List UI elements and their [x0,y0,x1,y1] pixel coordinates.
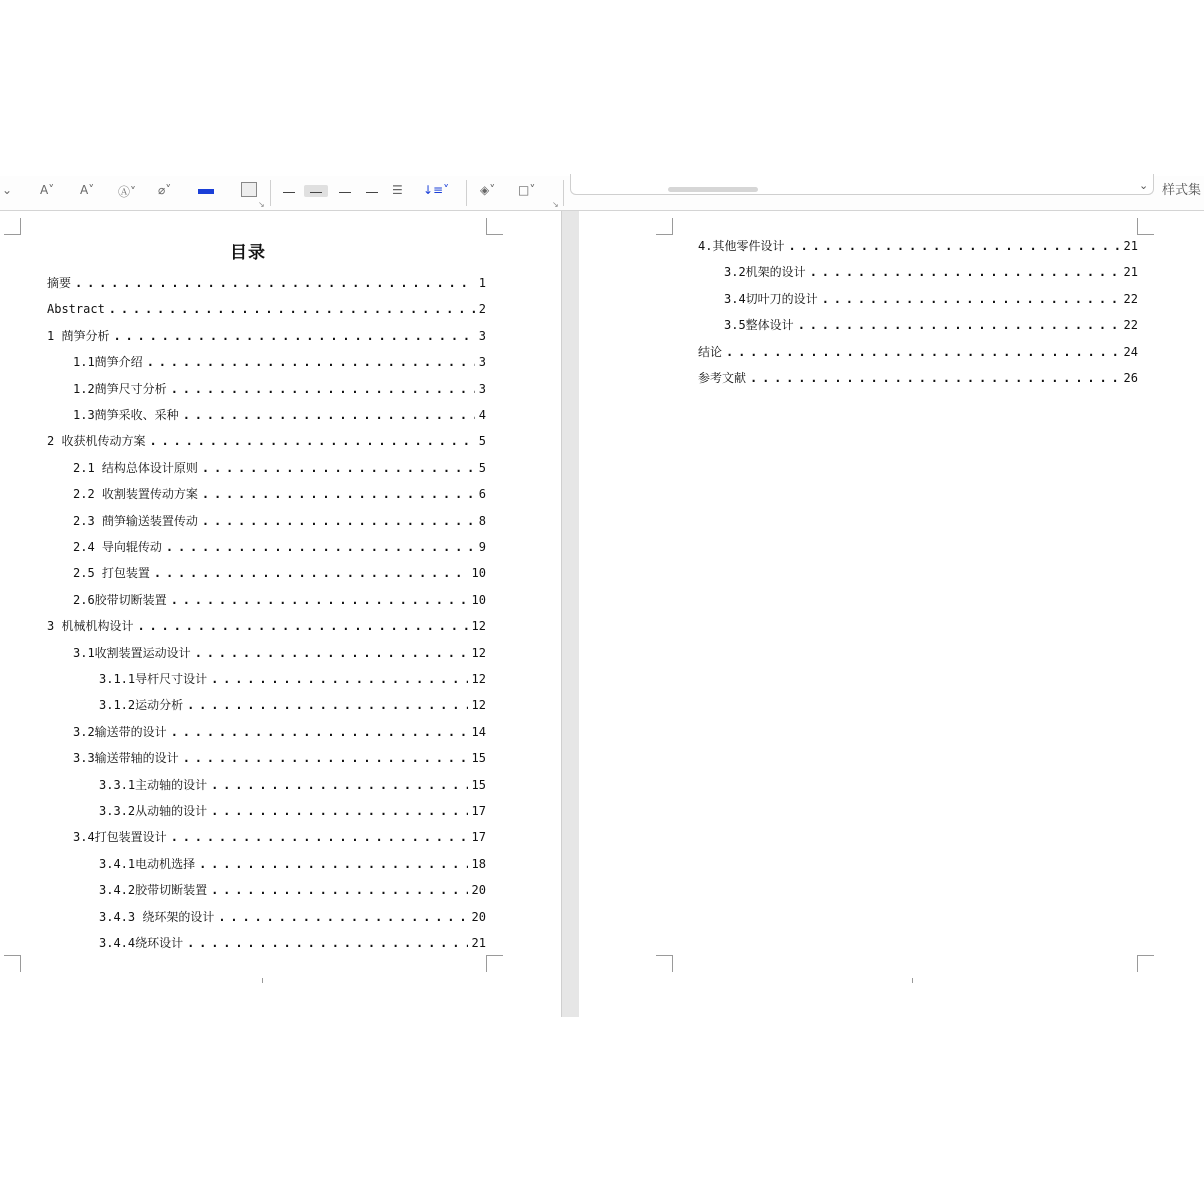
footer-marker [912,978,913,983]
toc-entry-page: 17 [471,804,486,818]
toc-entry[interactable] [698,370,1138,386]
toc-entry[interactable] [724,291,1138,307]
toc-entry[interactable] [47,328,486,344]
toc-entry-label: 摘要 [47,276,72,290]
toc-entry-page: 15 [471,751,486,766]
toc-leader-dots [75,275,475,291]
toc-entry[interactable] [724,317,1138,333]
toc-entry-label: 1.2蔄笋尺寸分析 [73,381,167,396]
toc-entry[interactable] [99,909,486,925]
toc-entry[interactable] [73,354,486,370]
margin-mark [4,955,21,972]
toc-entry-label: Abstract [47,302,105,317]
toc-entry-page: 12 [471,619,486,634]
toc-entry-page: 21 [1123,239,1138,253]
toc-leader-dots [183,407,475,423]
toc-entry-label: 3.3.2从动轴的设计 [99,804,208,818]
toc-entry[interactable] [99,935,486,951]
toc-entry[interactable] [73,645,486,661]
toc-entry-page: 17 [471,830,486,845]
toc-entry[interactable] [698,344,1138,360]
toc-entry[interactable] [698,238,1138,254]
toc-entry-page: 10 [471,592,486,607]
toc-entry-page: 12 [471,645,486,660]
shading-icon[interactable]: ◈˅ [480,183,496,197]
toc-entry-label: 3.3输送带轴的设计 [73,751,179,766]
font-size-increase-icon[interactable]: A˅ [40,183,55,197]
toc-entry[interactable] [73,592,486,608]
toc-entry-label: 3.2机架的设计 [724,265,806,280]
toc-entry-page: 21 [1123,265,1138,280]
toc-entry-label: 2.4 导向辊传动 [73,540,162,554]
toc-entry[interactable] [73,407,486,423]
toc-entry-label: 3.4.4绕环设计 [99,936,184,950]
toc-entry-page: 9 [478,540,486,554]
toc-entry[interactable] [73,750,486,766]
toc-entry-page: 20 [471,909,486,924]
toc-leader-dots [822,291,1120,307]
toc-entry-page: 8 [478,513,486,528]
toc-entry-label: 3 机械机构设计 [47,619,134,634]
line-spacing-icon[interactable]: ↓≡˅ [423,183,450,197]
align-left-icon[interactable] [283,192,295,193]
margin-mark [1137,955,1154,972]
toc-entry[interactable] [47,301,486,317]
toc-leader-dots [171,381,475,397]
toc-leader-dots [726,344,1120,360]
toc-leader-dots [211,671,467,687]
toc-entry-label: 3.1收割装置运动设计 [73,645,191,660]
toc-leader-dots [113,328,474,344]
toc-entry-page: 3 [478,355,486,370]
toc-entry[interactable] [73,513,486,529]
style-set-button[interactable]: 样式集 [1162,183,1202,198]
font-size-decrease-icon[interactable]: A˅ [80,183,95,197]
toc-leader-dots [202,460,475,476]
toc-entry-page: 1 [478,276,486,290]
toc-entry-page: 24 [1123,344,1138,359]
toc-entry-label: 1.1蔄笋介绍 [73,355,143,370]
margin-mark [1137,218,1154,235]
toc-leader-dots [149,433,474,449]
toc-leader-dots [218,909,467,925]
toc-entry-label: 3.4切叶刀的设计 [724,291,818,306]
toc-entry-label: 2.3 蔄笋输送装置传动 [73,513,198,528]
toc-leader-dots [211,882,467,898]
margin-mark [486,218,503,235]
toc-entry-page: 4 [478,408,486,422]
toc-entry-page: 18 [471,856,486,871]
toc-entry[interactable] [99,803,486,819]
toc-entry-page: 3 [478,328,486,343]
toc-entry-label: 4.其他零件设计 [698,239,785,253]
toc-leader-dots [750,370,1120,386]
font-dialog-launcher-icon[interactable]: ↘ [258,200,265,209]
toc-entry-page: 22 [1123,291,1138,306]
toc-entry-label: 结论 [698,344,723,359]
toc-entry-page: 20 [471,883,486,898]
toc-entry-page: 3 [478,381,486,396]
toc-leader-dots [171,592,468,608]
toc-entry-page: 2 [478,302,486,317]
align-center-icon[interactable] [310,192,322,193]
toc-leader-dots [195,645,468,661]
toc-entry-page: 5 [478,434,486,449]
margin-mark [656,218,673,235]
toc-entry-page: 6 [478,487,486,502]
toc-title: 目录 [230,243,266,263]
margin-mark [486,955,503,972]
toc-leader-dots [810,264,1120,280]
toc-leader-dots [147,354,475,370]
toc-entry-label: 3.3.1主动轴的设计 [99,777,208,792]
toc-entry[interactable] [99,671,486,687]
toc-entry[interactable] [99,697,486,713]
toc-leader-dots [183,750,468,766]
toc-leader-dots [211,777,467,793]
toc-entry-label: 3.5整体设计 [724,318,794,333]
highlight-icon[interactable]: Ⓐ˅ [118,185,137,199]
toc-entry-label: 3.4.3 绕环架的设计 [99,909,215,924]
toc-entry[interactable] [73,565,486,581]
margin-mark [656,955,673,972]
toc-leader-dots [187,697,467,713]
toc-leader-dots [187,935,467,951]
toc-entry-label: 2.1 结构总体设计原则 [73,460,198,475]
align-center-active-bg [304,185,328,197]
toc-entry-label: 3.1.2运动分析 [99,698,184,713]
toc-entry-page: 5 [478,460,486,475]
toc-entry[interactable] [99,882,486,898]
toc-entry[interactable] [73,486,486,502]
toc-entry-page: 26 [1123,371,1138,385]
toc-entry-label: 3.1.1导杆尺寸设计 [99,672,208,686]
toc-entry-page: 14 [471,724,486,739]
footer-marker [262,978,263,983]
toolbar-divider [270,180,271,206]
toc-leader-dots [211,803,467,819]
toc-entry[interactable] [73,724,486,740]
toc-leader-dots [202,486,475,502]
toc-leader-dots [166,539,475,555]
toc-entry[interactable] [73,829,486,845]
toc-leader-dots [109,301,475,317]
toolbar-divider [466,180,467,206]
toc-entry-label: 2 收获机传动方案 [47,434,146,449]
toc-entry-page: 12 [471,672,486,686]
toc-entry[interactable] [47,618,486,634]
toc-entry-label: 参考文献 [698,371,747,385]
page-gap [561,211,581,1017]
toc-entry-label: 1.3蔄笋采收、采种 [73,408,179,422]
toc-entry[interactable] [47,275,486,291]
toc-entry[interactable] [99,777,486,793]
clear-format-icon[interactable]: ⌀˅ [158,183,172,197]
toc-entry-label: 2.2 收割装置传动方案 [73,487,198,502]
toc-entry-label: 2.6胶带切断装置 [73,592,167,607]
toc-entry-label: 3.2输送带的设计 [73,724,167,739]
toolbar-divider [563,180,564,206]
toc-leader-dots [202,513,475,529]
toc-entry[interactable] [724,264,1138,280]
distribute-icon[interactable]: ☰ [392,183,403,197]
styles-gallery[interactable] [570,174,1154,195]
toc-entry-page: 15 [471,777,486,792]
toc-leader-dots [137,618,467,634]
toc-entry[interactable] [73,460,486,476]
toc-entry-label: 2.5 打包装置 [73,566,150,581]
toc-entry-label: 3.4打包装置设计 [73,830,167,845]
toc-entry-page: 10 [471,566,486,581]
toc-leader-dots [154,565,468,581]
toc-leader-dots [199,856,467,872]
toc-leader-dots [788,238,1119,254]
char-border-icon[interactable] [241,182,257,197]
margin-mark [4,218,21,235]
toc-entry-page: 12 [471,698,486,713]
toc-entry-page: 21 [471,936,486,950]
toc-entry-label: 1 蔄笋分析 [47,328,110,343]
styles-gallery-scrollbar[interactable] [668,187,758,192]
toc-entry[interactable] [47,433,486,449]
underline-dropdown-icon[interactable]: ⌄ [2,183,13,197]
toc-entry[interactable] [73,381,486,397]
font-color-icon[interactable] [198,189,214,194]
toc-leader-dots [171,829,468,845]
toc-entry[interactable] [73,539,486,555]
toc-leader-dots [171,724,468,740]
align-right-icon[interactable] [339,192,351,193]
justify-icon[interactable] [366,192,378,193]
toc-leader-dots [798,317,1120,333]
borders-icon[interactable]: □˅ [518,183,536,197]
paragraph-dialog-launcher-icon[interactable]: ↘ [552,200,559,209]
toc-entry-page: 22 [1123,318,1138,333]
toc-entry-label: 3.4.1电动机选择 [99,856,196,871]
chevron-down-icon[interactable]: ⌄ [1139,179,1149,192]
toc-entry-label: 3.4.2胶带切断装置 [99,883,208,898]
toc-entry[interactable] [99,856,486,872]
